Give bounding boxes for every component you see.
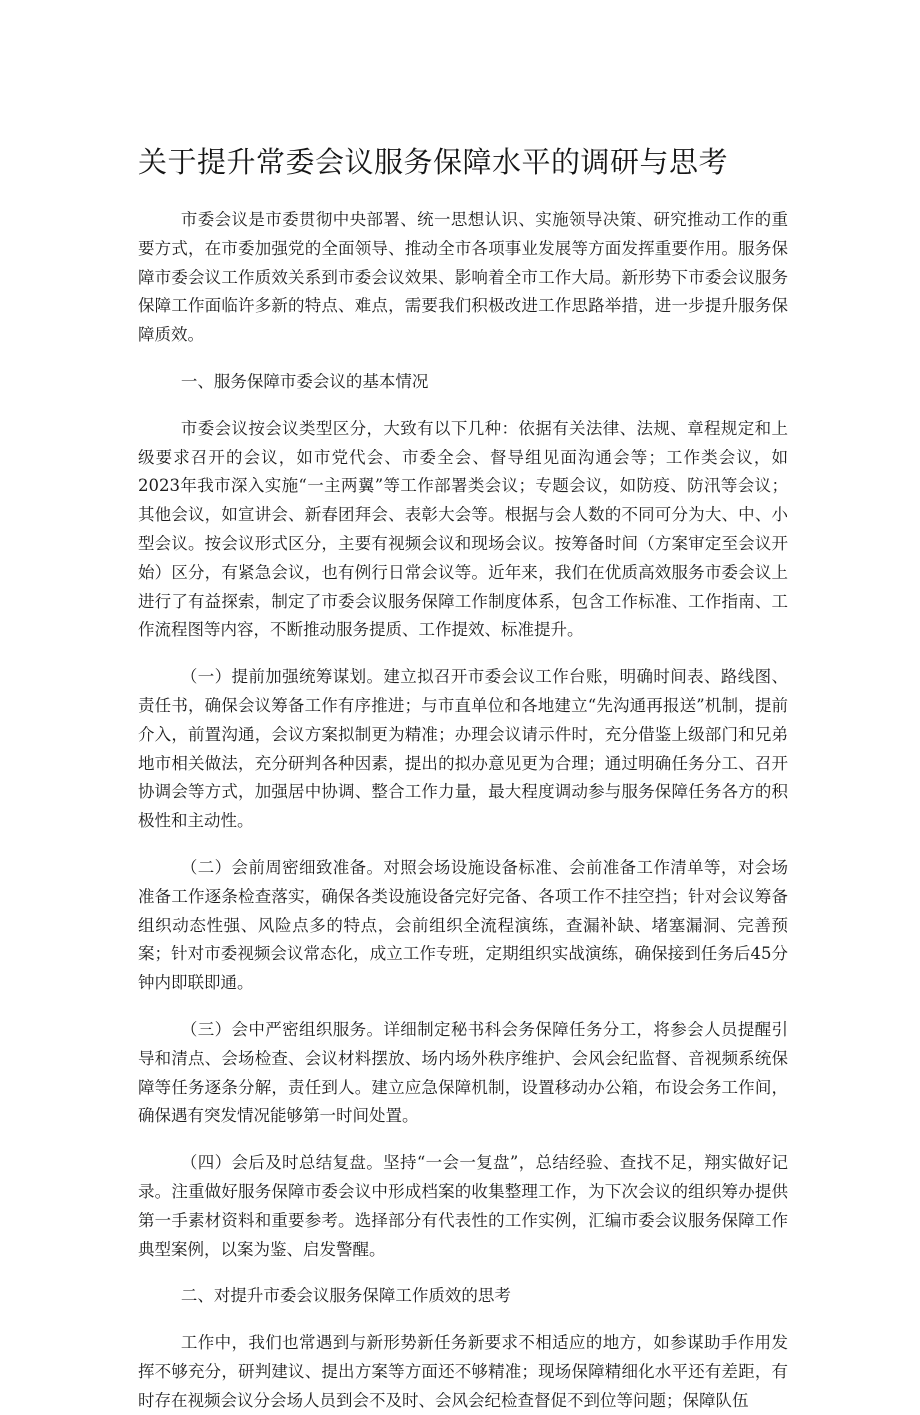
document-title: 关于提升常委会议服务保障水平的调研与思考 bbox=[138, 145, 729, 179]
intro-paragraph: 市委会议是市委贯彻中央部署、统一思想认识、实施领导决策、研究推动工作的重要方式，在市委加强党的全面领导、推动全市各项事业发展等方面发挥重要作用。服务保障市委会议工作质效关系到市委会议效果、影响着全市工作大局。新形势下市委会议服务保障工作面临许多新的特点、难点，需要我们积极改进工作思路举措，进一步提升服务保障质效。 bbox=[138, 210, 788, 345]
item-4-paragraph: （四）会后及时总结复盘。坚持“一会一复盘”，总结经验、查找不足，翔实做好记录。注重做好服务保障市委会议中形成档案的收集整理工作，为下次会议的组织筹办提供第一手素材资料和重要参考。选择部分有代表性的工作实例，汇编市委会议服务保障工作典型案例，以案为鉴、启发警醒。 bbox=[138, 1153, 788, 1259]
section-1-body: 市委会议按会议类型区分，大致有以下几种：依据有关法律、法规、章程规定和上级要求召开的会议，如市党代会、市委全会、督导组见面沟通会等；工作类会议，如2023年我市深入实施“一主两翼”等工作部署类会议；专题会议，如防疫、防汛等会议；其他会议，如宣讲会、新春团拜会、表彰大会等。根据与会人数的不同可分为大、中、小型会议。按会议形式区分，主要有视频会议和现场会议。按筹备时间（方案审定至会议开始）区分，有紧急会议，也有例行日常会议等。近年来，我们在优质高效服务市委会议上进行了有益探索，制定了市委会议服务保障工作制度体系，包含工作标准、工作指南、工作流程图等内容，不断推动服务提质、工作提效、标准提升。 bbox=[138, 418, 788, 640]
item-1-paragraph: （一）提前加强统筹谋划。建立拟召开市委会议工作台账，明确时间表、路线图、责任书，确保会议筹备工作有序推进；与市直单位和各地建立“先沟通再报送”机制，提前介入，前置沟通，会议方案拟制更为精准；办理会议请示件时，充分借鉴上级部门和兄弟地市相关做法，充分研判各种因素，提出的拟办意见更为合理；通过明确任务分工、召开协调会等方式，加强居中协调、整合工作力量，最大程度调动参与服务保障任务各方的积极性和主动性。 bbox=[138, 667, 788, 831]
section-2-body: 工作中，我们也常遇到与新形势新任务新要求不相适应的地方，如参谋助手作用发挥不够充分，研判建议、提出方案等方面还不够精准；现场保障精细化水平还有差距，有时存在视频会议分会场人员到会不及时、会风会纪检查督促不到位等问题；保障队伍 bbox=[138, 1333, 788, 1410]
item-3-paragraph: （三）会中严密组织服务。详细制定秘书科会务保障任务分工，将参会人员提醒引导和清点、会场检查、会议材料摆放、场内场外秩序维护、会风会纪监督、音视频系统保障等任务逐条分解，责任到人。建立应急保障机制，设置移动办公箱，布设会务工作间，确保遇有突发情况能够第一时间处置。 bbox=[138, 1019, 788, 1126]
item-2-paragraph: （二）会前周密细致准备。对照会场设施设备标准、会前准备工作清单等，对会场准备工作逐条检查落实，确保各类设施设备完好完备、各项工作不挂空挡；针对会议筹备组织动态性强、风险点多的特点，会前组织全流程演练，查漏补缺、堵塞漏洞、完善预案；针对市委视频会议常态化，成立工作专班，定期组织实战演练，确保接到任务后45分钟内即联即通。 bbox=[138, 857, 788, 993]
section-1-heading: 一、服务保障市委会议的基本情况 bbox=[180, 371, 429, 391]
section-2-heading: 二、对提升市委会议服务保障工作质效的思考 bbox=[180, 1286, 511, 1306]
